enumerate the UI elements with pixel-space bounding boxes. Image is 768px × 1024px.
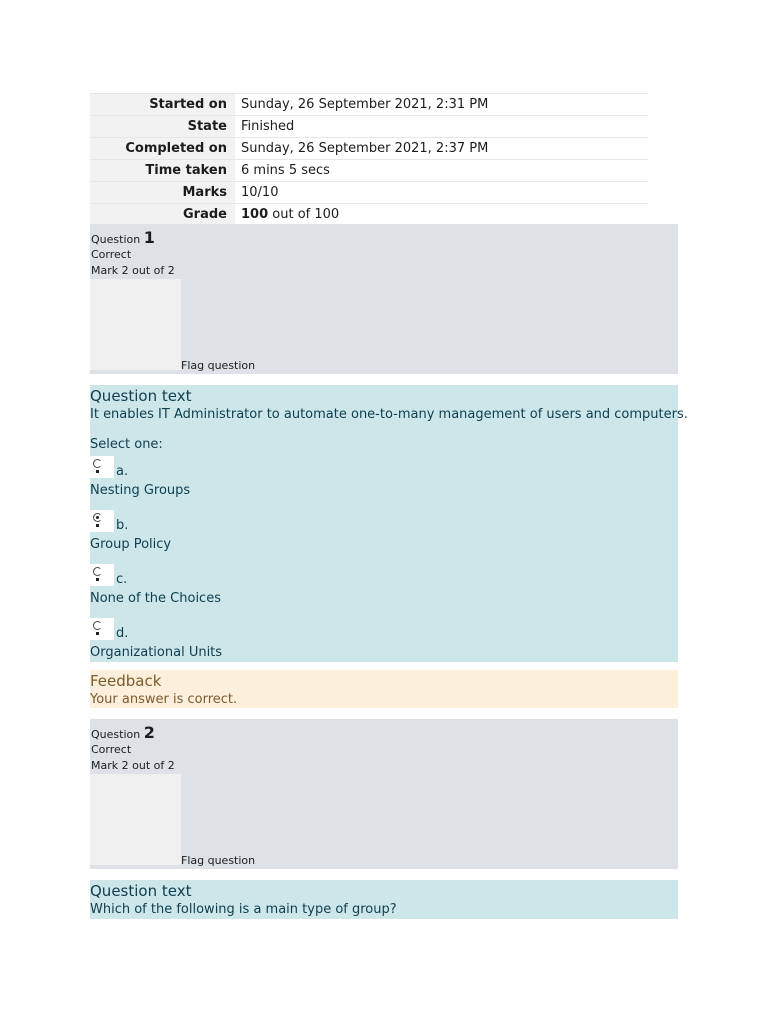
grade-suffix: out of 100: [268, 207, 340, 222]
summary-row-grade: [90, 204, 648, 226]
summary-row-completed: [90, 138, 648, 160]
summary-row-state: [90, 116, 648, 138]
summary-value: Sunday, 26 September 2021, 2:37 PM: [235, 138, 648, 160]
option-text: Nesting Groups: [90, 483, 191, 498]
summary-value: Sunday, 26 September 2021, 2:31 PM: [235, 94, 648, 116]
flag-question-link[interactable]: Flag question: [181, 359, 256, 372]
summary-label: Started on: [90, 94, 235, 116]
summary-label: Marks: [90, 182, 235, 204]
question-1-content: [90, 385, 688, 662]
summary-value: 10/10: [235, 182, 648, 204]
feedback-heading: Feedback: [90, 672, 162, 690]
summary-value: 6 mins 5 secs: [235, 160, 648, 182]
summary-label: Completed on: [90, 138, 235, 160]
question-2-info: [90, 719, 678, 869]
question-number: [91, 723, 155, 742]
option-text: Group Policy: [90, 537, 172, 552]
option-letter: d.: [116, 626, 129, 641]
radio-button-selected[interactable]: [90, 510, 114, 532]
answer-option-c[interactable]: [90, 564, 390, 612]
answer-option-d[interactable]: [90, 618, 390, 666]
question-state: Correct: [91, 248, 132, 261]
question-state: Correct: [91, 743, 132, 756]
option-text: None of the Choices: [90, 591, 221, 606]
question-1-info: [90, 224, 678, 374]
summary-label: State: [90, 116, 235, 138]
question-2-content: [90, 880, 678, 919]
summary-row-time-taken: [90, 160, 648, 182]
question-number: [91, 228, 155, 247]
select-one-label: Select one:: [90, 437, 163, 452]
feedback-text: Your answer is correct.: [90, 692, 238, 707]
flag-question-link[interactable]: Flag question: [181, 854, 256, 867]
summary-label: Time taken: [90, 160, 235, 182]
grade-score: 100: [241, 207, 269, 222]
radio-button[interactable]: [90, 618, 114, 640]
radio-button[interactable]: [90, 456, 114, 478]
radio-button[interactable]: [90, 564, 114, 586]
option-letter: b.: [116, 518, 129, 533]
attempt-summary-table: [90, 93, 648, 226]
question-mark: Mark 2 out of 2: [91, 759, 175, 772]
question-prompt: It enables IT Administrator to automate one-to-many management of users and computers.: [90, 407, 688, 422]
question-prefix: Question: [91, 233, 141, 246]
question-text-heading: Question text: [90, 882, 192, 900]
option-letter: a.: [116, 464, 129, 479]
summary-value: Finished: [235, 116, 648, 138]
question-mark: Mark 2 out of 2: [91, 264, 175, 277]
question-number-value: 2: [143, 723, 155, 742]
flag-icon[interactable]: [90, 279, 181, 370]
question-number-value: 1: [143, 228, 155, 247]
question-prompt: Which of the following is a main type of group?: [90, 902, 397, 917]
question-prefix: Question: [91, 728, 141, 741]
summary-label: Grade: [90, 204, 235, 226]
flag-icon[interactable]: [90, 774, 181, 865]
option-text: Organizational Units: [90, 645, 223, 660]
summary-value: [235, 204, 648, 226]
summary-row-marks: [90, 182, 648, 204]
question-text-heading: Question text: [90, 387, 192, 405]
answer-option-a[interactable]: [90, 456, 390, 504]
answer-option-b[interactable]: [90, 510, 390, 558]
option-letter: c.: [116, 572, 128, 587]
summary-row-started: [90, 94, 648, 116]
question-1-feedback: [90, 670, 678, 708]
